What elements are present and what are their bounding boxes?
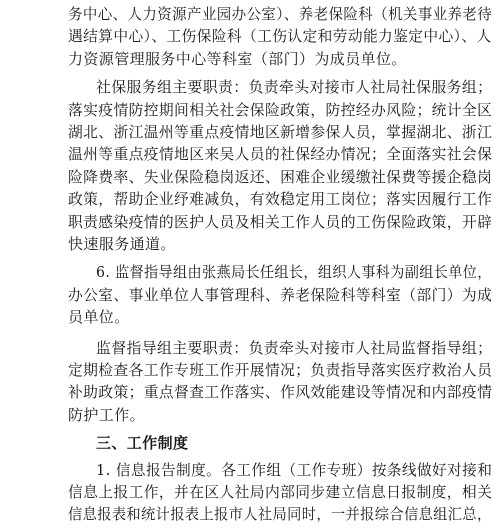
text-line: 信息报表和统计报表上报市人社局同时，一并报综合信息组汇总， [68, 505, 492, 524]
text-line: 力资源管理服务中心等科室（部门）为成员单位。 [68, 49, 407, 68]
paragraph-start-line: 社保服务组主要职责：负责牵头对接市人社局社保服务组； [96, 78, 493, 97]
paragraph-start-line: 监督指导组主要职责：负责牵头对接市人社局监督指导组； [96, 338, 493, 357]
text-line: 湖北、浙江温州等重点疫情地区新增参保人员，掌握湖北、浙江 [68, 123, 493, 141]
text-line: 快速服务通道。 [68, 235, 176, 253]
section-heading: 三、工作制度 [96, 434, 189, 453]
paragraph-start-line: 6. 监督指导组由张燕局长任组长，组织人事科为副组长单位， [96, 263, 492, 282]
text-line: 遇结算中心）、工伤保险科（工伤认定和劳动能力鉴定中心）、人 [68, 27, 492, 46]
text-line: 温州等重点疫情地区来吴人员的社保经办情况；全面落实社会保 [68, 145, 493, 164]
text-line: 定期检查各工作专班工作开展情况；负责指导落实医疗救治人员 [68, 361, 493, 379]
text-line: 职责感染疫情的医护人员及相关工作人员的工伤保险政策，开辟 [68, 212, 493, 231]
text-line: 落实疫情防控期间相关社会保险政策，防控经办风险；统计全区 [68, 100, 493, 119]
text-line: 防护工作。 [68, 405, 146, 424]
text-line: 补助政策；重点督查工作落实、作风效能建设等情况和内部疫情 [68, 383, 493, 402]
text-line: 务中心、人力资源产业园办公室）、养老保险科（机关事业养老待 [68, 5, 493, 23]
text-line: 办公室、事业单位人事管理科、养老保险科等科室（部门）为成 [68, 285, 493, 304]
text-line: 信息上报工作，并在区人社局内部同步建立信息日报制度，相关 [68, 483, 493, 501]
text-line: 政策，帮助企业纾难减负，有效稳定用工岗位；落实因履行工作 [68, 190, 493, 209]
text-line: 员单位。 [68, 308, 130, 327]
text-line: 险降费率、失业保险稳岗返还、困难企业缓缴社保费等援企稳岗 [68, 167, 493, 186]
paragraph-start-line: 1. 信息报告制度。各工作组（工作专班）按条线做好对接和 [96, 460, 493, 479]
